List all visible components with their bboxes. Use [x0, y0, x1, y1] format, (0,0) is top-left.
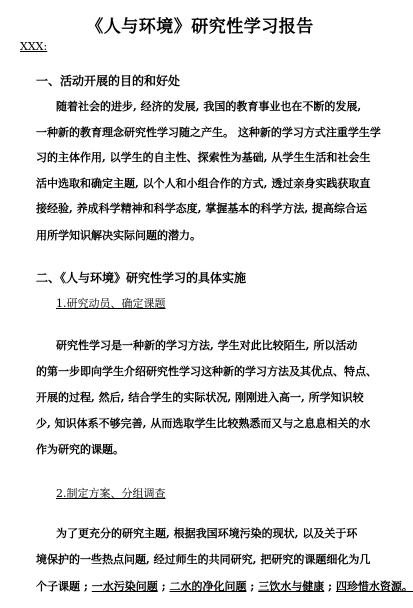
section2-para2-line: 为了更充分的研究主题, 根据我国环境污染的现状, 以及关于环: [56, 527, 358, 540]
section1-line: 一种新的教育理念研究性学习随之产生。 这种新的学习方式注重学生学: [36, 126, 381, 139]
subtopic-item: 四珍惜水资源。: [335, 580, 413, 593]
section1-heading: 一、活动开展的目的和好处: [36, 74, 181, 88]
document-title: 《人与环境》研究性学习报告: [86, 17, 314, 37]
section2-para1-line: 的第一步即向学生介绍研究性学习这种新的学习方法及其优点、特点、: [36, 365, 377, 378]
addressee: XXX:: [20, 40, 48, 53]
section1-line: 用所学知识解决实际问题的潜力。: [36, 229, 201, 242]
section2-para1-line: 研究性学习是一种新的学习方法, 学生对此比较陌生, 所以活动: [56, 339, 358, 352]
subtopic-item: 一水污染问题: [91, 580, 158, 593]
section2-heading: 二、《人与环境》研究性学习的具体实施: [36, 271, 247, 285]
subtopics-line: 个子课题 ; 一水污染问题 ; 二水的净化问题 ; 三饮水与健康 ; 四珍惜水资源。: [36, 580, 413, 593]
section2-para1-line: 少, 知识体系不够完善, 从而选取学生比较熟悉而又与之息息相关的水: [36, 417, 371, 430]
subtopic-item: 三饮水与健康: [258, 580, 325, 593]
subtopics-prefix: 个子课题 ;: [36, 580, 88, 593]
section1-line: 接经验, 养成科学精神和科学态度, 掌握基本的科学方法, 提高综合运: [36, 202, 367, 215]
section1-line: 习的主体作用, 以学生的自主性、探索性为基础, 从学生生活和社会生: [36, 151, 371, 164]
section1-line: 活中选取和确定主题, 以个人和小组合作的方式, 透过亲身实践获取直: [36, 177, 371, 190]
section1-line: 随着社会的进步, 经济的发展, 我国的教育事业也在不断的发展,: [56, 100, 362, 113]
subsection-2-title: 2.制定方案、分组调查: [56, 487, 166, 500]
section2-para1-line: 开展的过程, 然后, 结合学生的实际状况, 刚刚进入高一, 所学知识较: [36, 391, 364, 404]
section2-para1-line: 作为研究的课题。: [36, 443, 124, 456]
section2-para2-line: 境保护的一些热点问题, 经过师生的共同研究, 把研究的课题细化为几: [36, 553, 371, 566]
subtopic-item: 二水的净化问题: [169, 580, 247, 593]
subsection-1-title: 1.研究动员、确定课题: [56, 297, 166, 310]
